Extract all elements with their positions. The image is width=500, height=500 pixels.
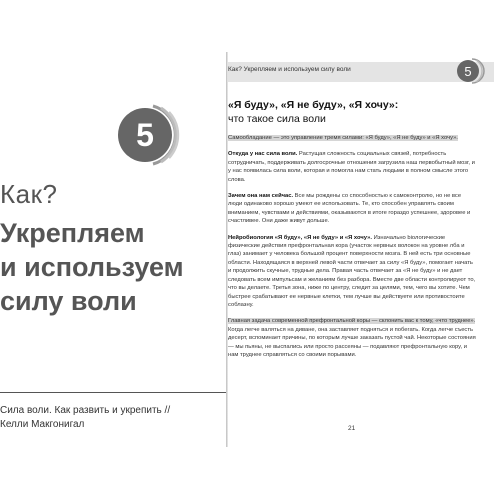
paragraph-text: Все мы рождены со способностью к самоконтролю, но не все люди одинаково хорошо умеют ее использовать. Те, кто способен управлять своим вниманием, чувствами и действиями, оказываются в итоге гораздо успешнее, здоровее и счастливее. Они даже живут дольше. [228, 193, 471, 225]
chapter-title-line: и используем [0, 252, 184, 282]
header-chapter-badge [455, 56, 487, 86]
paragraph [228, 150, 476, 184]
header-title: Как? Укрепляем и используем силу воли [228, 66, 351, 73]
chapter-title-line: силу воли [0, 286, 137, 316]
header-badge-graphic [455, 56, 487, 86]
chapter-number: 5 [136, 117, 154, 153]
source-line: Келли Макгонигал [0, 419, 85, 430]
body-text [228, 134, 476, 367]
paragraph-lead: Зачем она нам сейчас. [228, 193, 294, 200]
header-chapter-number: 5 [464, 64, 472, 79]
divider [0, 392, 226, 393]
highlighted-text: Главная задача современной префронтальной коры — склонить вас к тому, «что труднее». [228, 318, 476, 325]
paragraph [228, 134, 476, 142]
paragraph [228, 192, 476, 226]
paragraph-lead: Откуда у нас сила воли. [228, 151, 298, 158]
paragraph [228, 234, 476, 310]
chapter-question: Как? [0, 179, 58, 209]
chapter-title [0, 216, 226, 318]
right-page [228, 52, 494, 447]
chapter-title-line: Укрепляем [0, 218, 145, 248]
paragraph-lead: Нейробиология «Я буду», «Я не буду» и «Я хочу». [228, 234, 372, 241]
chapter-badge-graphic [115, 100, 195, 170]
highlighted-text: Самообладание — это управление тремя силами: «Я буду», «Я не буду» и «Я хочу». [228, 135, 458, 141]
paragraph-text: Изначально biологические физические действия префронтальная кора (участок нервных волокон на уровне лба и глаз) занимает у человека большой процент поверхности мозга. В ней есть три основные области. Находящаяся в верхней левой части отвечает за силу «Я буду», помогает начать и продолжить скучные, трудные дела. Правая часть отвечает за «Я не буду» и не дает следовать всем импульсам и желаниям без разбора. Вместе две области контролируют то, что вы делаете. Третья зона, ниже по центру, следит за целями, тем, чего вы хотите. Чем быстрее срабатывают ее нервные клетки, тем лучше вы действуете или противостоите соблазну. [228, 234, 476, 308]
paragraph-text: Растущая сложность социальных связей, потребность сотрудничать, поддерживать долгосрочные отношения загрузила наш первобытный мозг, и у нас появилась сила воли, которая и помогла нам стать людьми в полном смысле этого слова. [228, 151, 475, 183]
section-heading-line: что такое сила воли [228, 113, 326, 125]
chapter-badge [115, 100, 195, 170]
page-number: 21 [348, 425, 356, 432]
paragraph [228, 317, 476, 359]
section-heading [228, 98, 478, 126]
paragraph-text: Когда легче валяться на диване, она заставляет подняться и побегать. Когда легче съесть десерт, вспоминает причины, по которым лучше заказать пустой чай. Некоторые состояния — мы пьяны, не выспались или просто рассеяны — подавляют префронтальную кору, и нам труднее справляться со своими порывами. [228, 326, 476, 358]
book-source [0, 404, 226, 432]
left-page [0, 0, 226, 500]
section-heading-line: «Я буду», «Я не буду», «Я хочу»: [228, 99, 399, 111]
source-line: Сила воли. Как развить и укрепить // [0, 405, 171, 416]
